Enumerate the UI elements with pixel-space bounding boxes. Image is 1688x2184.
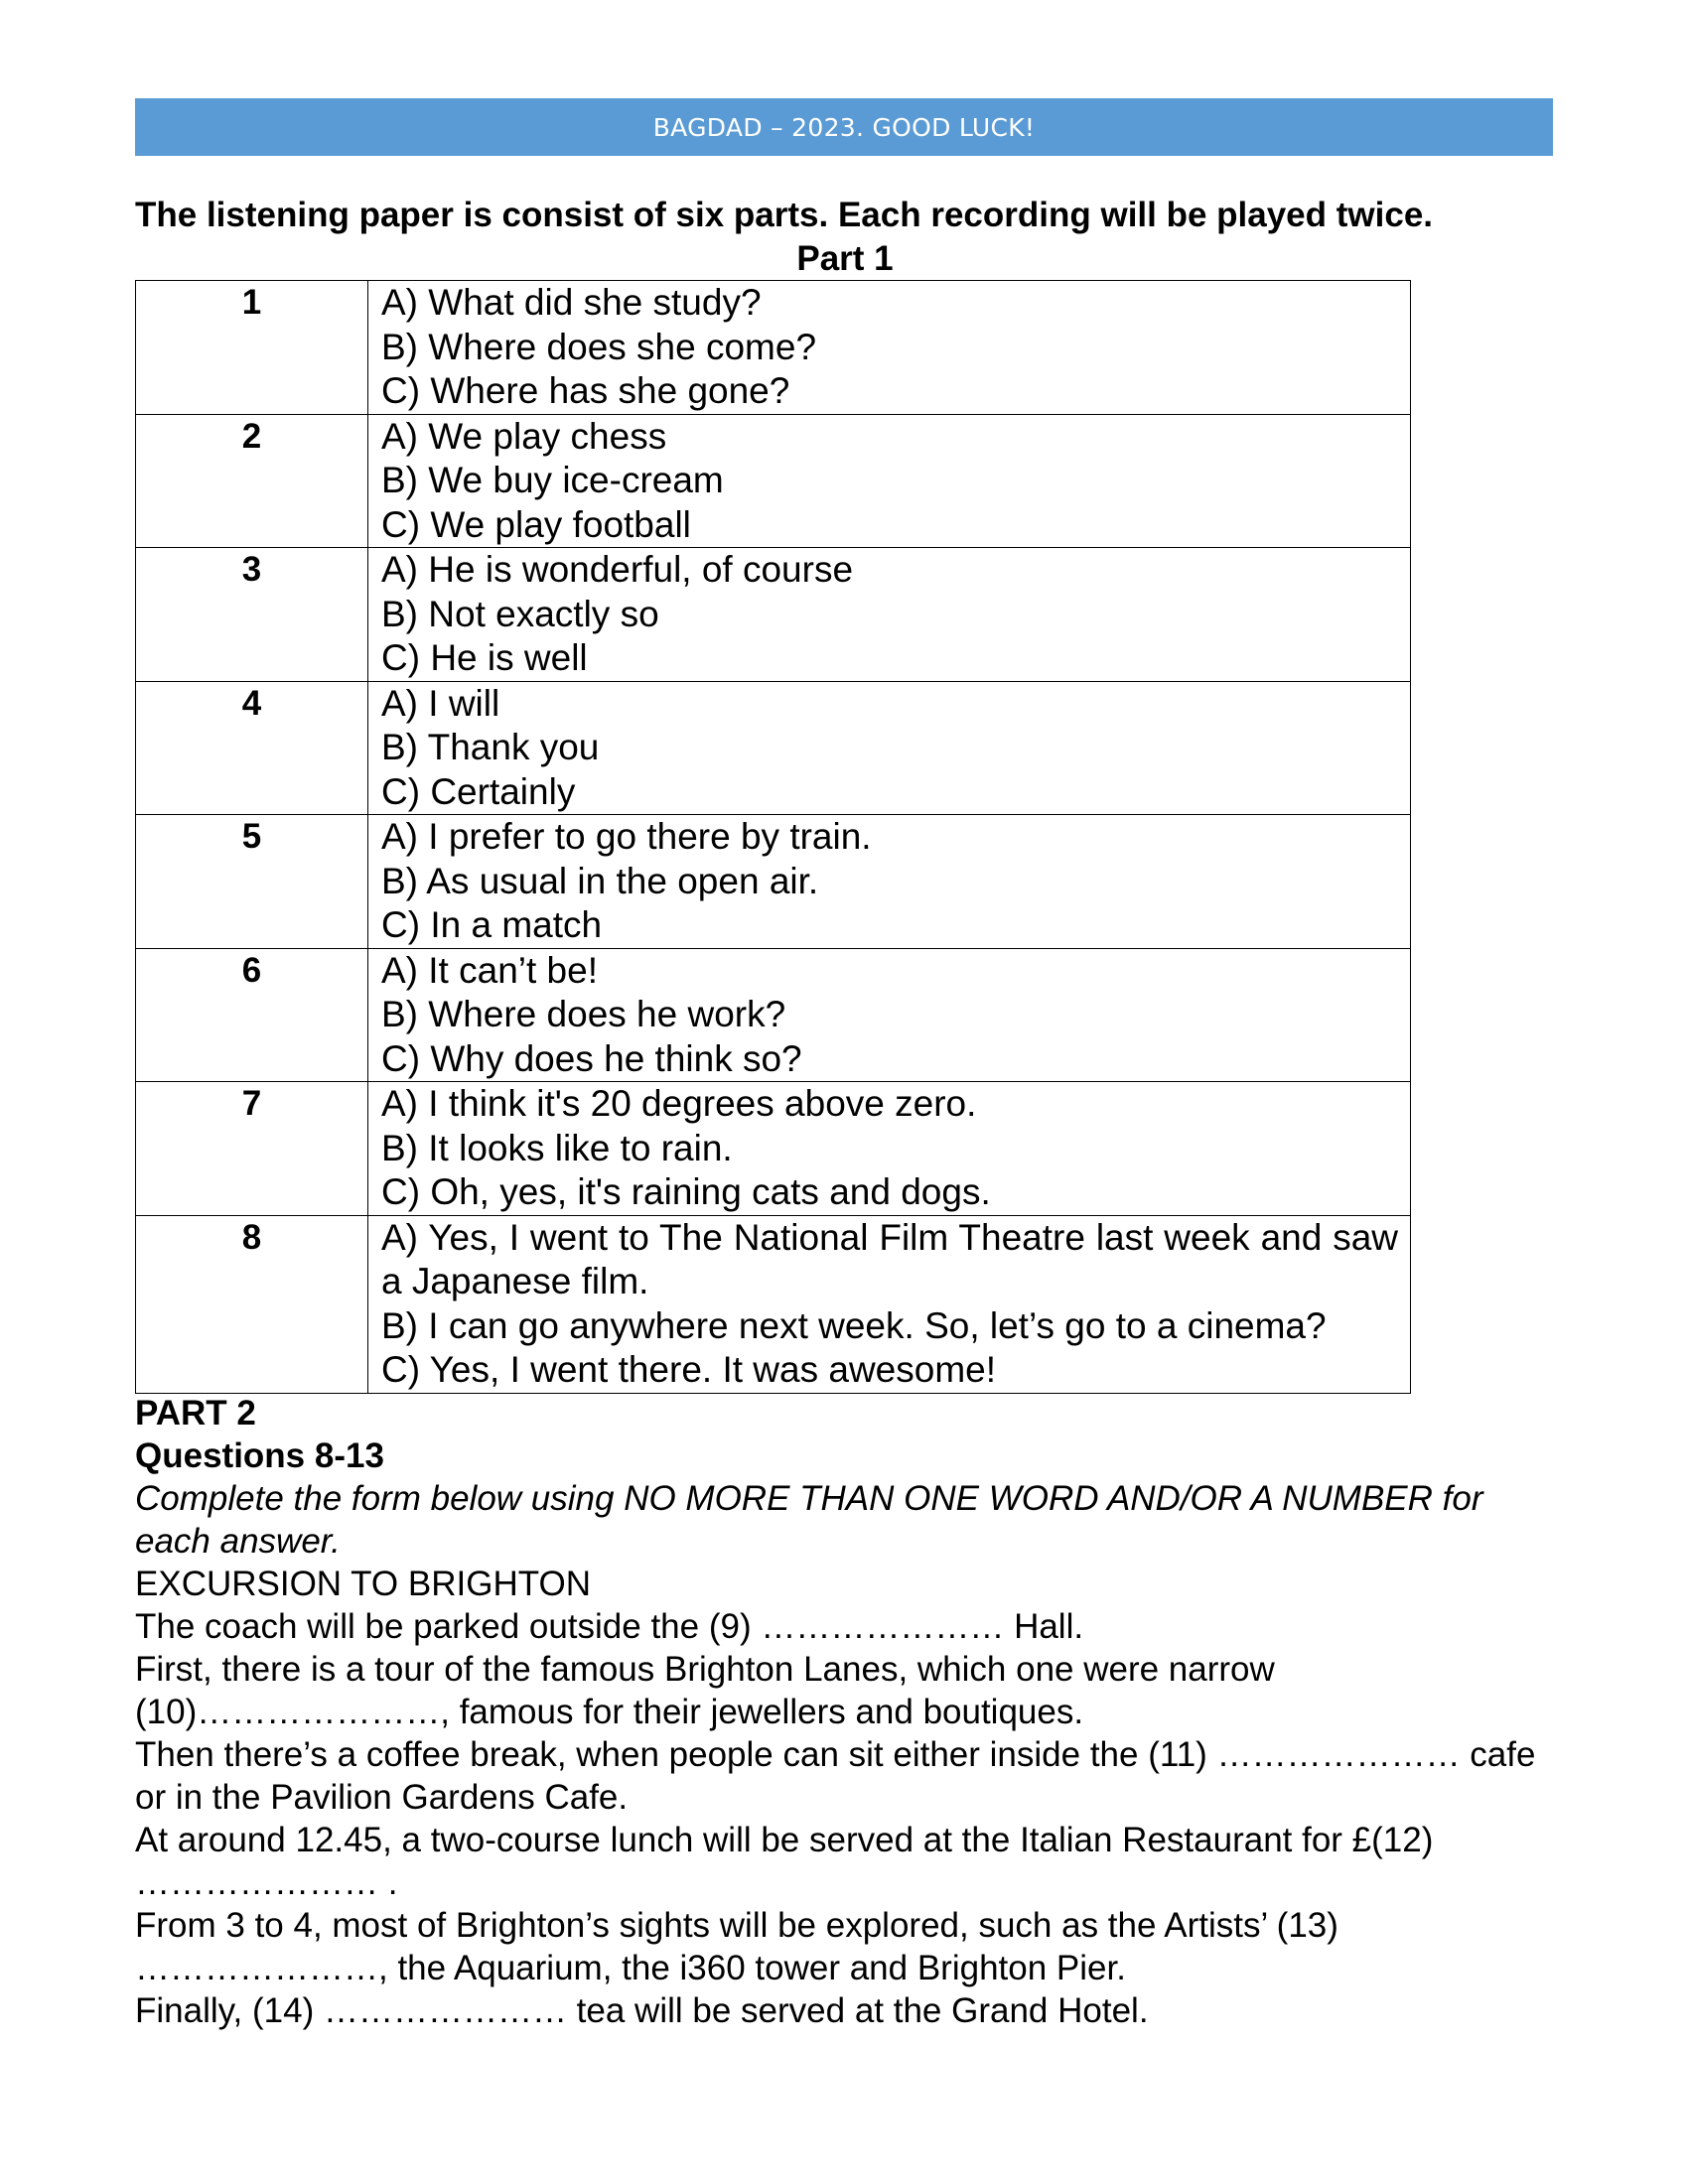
table-row	[136, 1082, 1411, 1216]
table-row	[136, 948, 1411, 1082]
option-b: B) Where does she come?	[381, 326, 817, 367]
question-number: 1	[136, 281, 368, 415]
option-c: C) Oh, yes, it's raining cats and dogs.	[381, 1171, 991, 1212]
option-c: C) In a match	[381, 904, 603, 945]
table-row	[136, 681, 1411, 815]
option-a: A) What did she study?	[381, 282, 762, 323]
form-line-10: First, there is a tour of the famous Brighton Lanes, which one were narrow (10)…………………, famous for their jewellers and boutiques.	[135, 1650, 1275, 1731]
option-a: A) Yes, I went to The National Film Theatre last week and saw a Japanese film.	[381, 1216, 1398, 1301]
option-a: A) I will	[381, 682, 500, 724]
question-number: 4	[136, 681, 368, 815]
form-title: EXCURSION TO BRIGHTON	[135, 1565, 591, 1603]
question-number: 7	[136, 1082, 368, 1216]
option-a: A) We play chess	[381, 415, 667, 457]
option-a: A) It can’t be!	[381, 949, 598, 991]
form-line-12: At around 12.45, a two-course lunch will be served at the Italian Restaurant for £(12) ………………… .	[135, 1821, 1434, 1902]
answer-options	[368, 1215, 1411, 1393]
option-b: B) We buy ice-cream	[381, 460, 724, 500]
option-c: C) Certainly	[381, 770, 576, 812]
option-c: C) We play football	[381, 503, 691, 545]
form-line-14: Finally, (14) ………………… tea will be served at the Grand Hotel.	[135, 1991, 1149, 2030]
answer-options	[368, 414, 1411, 548]
option-b: B) As usual in the open air.	[381, 860, 819, 901]
table-row	[136, 414, 1411, 548]
question-number: 3	[136, 548, 368, 682]
option-b: B) Where does he work?	[381, 994, 786, 1034]
part2-section	[135, 1392, 1565, 2032]
option-b: B) Thank you	[381, 727, 600, 767]
form-line-9: The coach will be parked outside the (9) ………………… Hall.	[135, 1607, 1084, 1646]
option-c: C) Where has she gone?	[381, 370, 790, 411]
option-c: C) Yes, I went there. It was awesome!	[381, 1349, 997, 1390]
option-b: B) I can go anywhere next week. So, let’s go to a cinema?	[381, 1304, 1327, 1346]
answer-options	[368, 1082, 1411, 1216]
table-row	[136, 815, 1411, 949]
form-line-11: Then there’s a coffee break, when people can sit either inside the (11) ………………… cafe or in the Pavilion Gardens Cafe.	[135, 1735, 1536, 1817]
part2-title: PART 2	[135, 1394, 256, 1433]
option-a: A) He is wonderful, of course	[381, 549, 854, 590]
question-number: 6	[136, 948, 368, 1082]
part2-instruction: Complete the form below using NO MORE THAN ONE WORD AND/OR A NUMBER for each answer.	[135, 1479, 1483, 1561]
option-c: C) Why does he think so?	[381, 1037, 802, 1079]
part2-questions-range: Questions 8-13	[135, 1436, 384, 1475]
option-b: B) Not exactly so	[381, 593, 659, 634]
table-row	[136, 1215, 1411, 1393]
part1-answer-table	[135, 280, 1411, 1394]
answer-options	[368, 815, 1411, 949]
table-row	[136, 281, 1411, 415]
part1-title: Part 1	[796, 239, 894, 278]
option-a: A) I prefer to go there by train.	[381, 816, 872, 857]
answer-options	[368, 948, 1411, 1082]
form-line-13: From 3 to 4, most of Brighton’s sights will be explored, such as the Artists’ (13) …………………, the Aquarium, the i360 tower and Brighton Pier.	[135, 1906, 1338, 1987]
question-number: 2	[136, 414, 368, 548]
option-b: B) It looks like to rain.	[381, 1127, 733, 1168]
answer-options	[368, 681, 1411, 815]
answer-options	[368, 281, 1411, 415]
question-number: 5	[136, 815, 368, 949]
question-number: 8	[136, 1215, 368, 1393]
option-c: C) He is well	[381, 637, 588, 678]
option-a: A) I think it's 20 degrees above zero.	[381, 1083, 977, 1124]
header-banner-text: BAGDAD – 2023. GOOD LUCK!	[652, 112, 1036, 142]
answer-options	[368, 548, 1411, 682]
intro-text: The listening paper is consist of six parts. Each recording will be played twice.	[135, 196, 1434, 234]
header-banner	[135, 98, 1553, 156]
table-row	[136, 548, 1411, 682]
